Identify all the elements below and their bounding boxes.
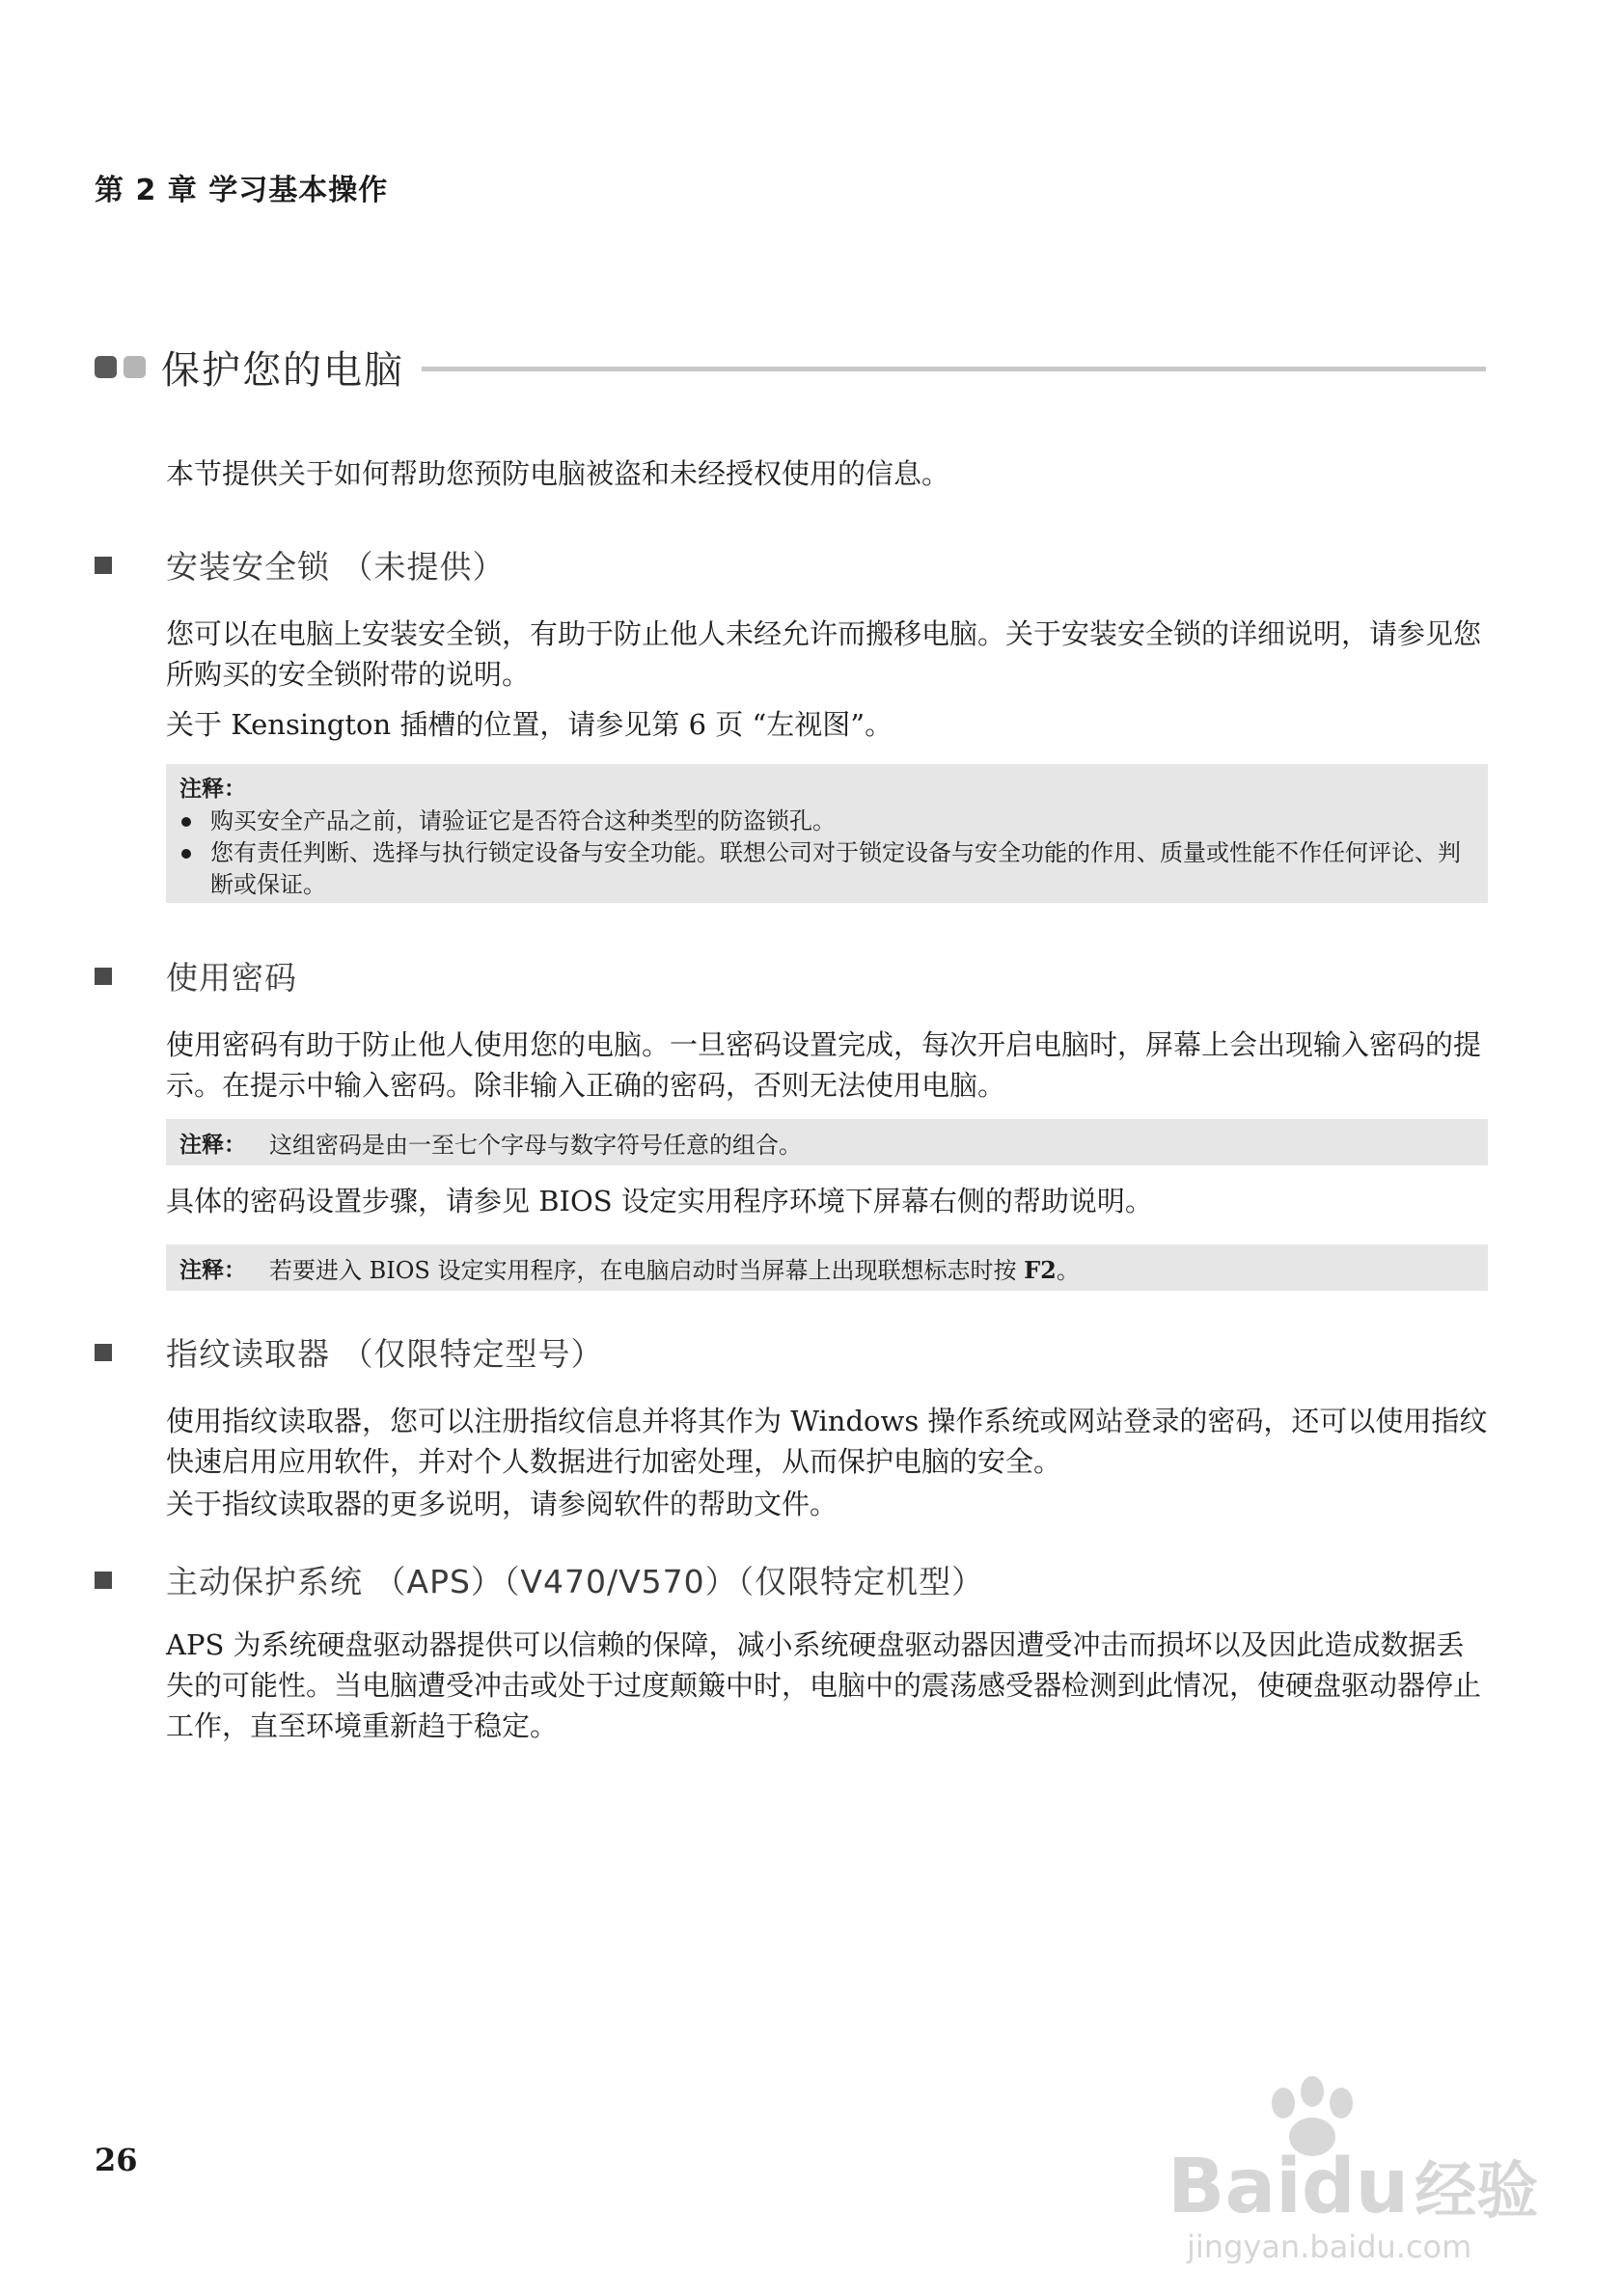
lock-note-box bbox=[166, 764, 1488, 903]
title-square-light-icon bbox=[124, 356, 146, 378]
subhead-password bbox=[95, 953, 297, 998]
subhead-aps-label: 主动保护系统 （APS）（V470/V570）（仅限特定机型） bbox=[166, 1563, 985, 1600]
note-label: 注释： bbox=[179, 1257, 246, 1283]
watermark-brand-bai: Bai bbox=[1168, 2144, 1302, 2230]
password-note-2 bbox=[166, 1244, 1488, 1291]
password-paragraph-1: 使用密码有助于防止他人使用您的电脑。一旦密码设置完成，每次开启电脑时，屏幕上会出现输入密码的提示。在提示中输入密码。除非输入正确的密码，否则无法使用电脑。 bbox=[166, 1028, 1482, 1102]
intro-paragraph: 本节提供关于如何帮助您预防电脑被盗和未经授权使用的信息。 bbox=[166, 457, 950, 490]
subhead-bullet-icon bbox=[95, 1344, 112, 1361]
subhead-aps bbox=[95, 1557, 984, 1602]
chapter-header: 第 2 章 学习基本操作 bbox=[95, 174, 389, 207]
fingerprint-paragraph-2: 关于指纹读取器的更多说明，请参阅软件的帮助文件。 bbox=[166, 1488, 838, 1520]
title-square-dark-icon bbox=[95, 356, 117, 378]
lock-note-item-2: 您有责任判断、选择与执行锁定设备与安全功能。联想公司对于锁定设备与安全功能的作用、质量或性能不作任何评论、判断或保证。 bbox=[210, 839, 1461, 898]
section-title: 保护您的电脑 bbox=[161, 347, 404, 393]
subhead-password-label: 使用密码 bbox=[166, 959, 297, 997]
subhead-bullet-icon bbox=[95, 968, 112, 985]
lock-note-list bbox=[179, 806, 1474, 901]
title-rule bbox=[422, 367, 1486, 371]
password-note-2-text bbox=[269, 1251, 1080, 1285]
subhead-fingerprint bbox=[95, 1329, 604, 1375]
page-number: 26 bbox=[95, 2142, 138, 2178]
subhead-security-lock-label: 安装安全锁 （未提供） bbox=[166, 548, 506, 586]
password-paragraph-2: 具体的密码设置步骤，请参见 BIOS 设定实用程序环境下屏幕右侧的帮助说明。 bbox=[166, 1185, 1153, 1217]
note-label: 注释： bbox=[179, 777, 246, 802]
lock-note-item-1: 购买安全产品之前，请验证它是否符合这种类型的防盗锁孔。 bbox=[210, 807, 836, 834]
watermark-url: jingyan.baidu.com bbox=[1187, 2228, 1472, 2265]
watermark-brand bbox=[1168, 2142, 1538, 2230]
lock-paragraph-2: 关于 Kensington 插槽的位置，请参见第 6 页 “左视图”。 bbox=[166, 708, 893, 741]
lock-paragraph-1: 您可以在电脑上安装安全锁，有助于防止他人未经允许而搬移电脑。关于安装安全锁的详细说明，请参见您所购买的安全锁附带的说明。 bbox=[166, 617, 1482, 691]
key-f2: F2 bbox=[1024, 1255, 1057, 1284]
subhead-bullet-icon bbox=[95, 1572, 112, 1589]
subhead-fingerprint-label: 指纹读取器 （仅限特定型号） bbox=[166, 1335, 604, 1373]
password-note-2-after: 。 bbox=[1056, 1256, 1080, 1284]
bullet-dot-icon bbox=[181, 849, 191, 859]
aps-paragraph-1: APS 为系统硬盘驱动器提供可以信赖的保障，减小系统硬盘驱动器因遭受冲击而损坏以及因此造成数据丢失的可能性。当电脑遭受冲击或处于过度颠簸中时，电脑中的震荡感受器检测到此情况，使硬盘驱动器停止工作，直至环境重新趋于稳定。 bbox=[166, 1628, 1482, 1742]
subhead-security-lock bbox=[95, 542, 506, 588]
list-item bbox=[179, 837, 1474, 901]
baidu-watermark bbox=[1158, 2074, 1544, 2267]
password-note-2-before: 若要进入 BIOS 设定实用程序，在电脑启动时当屏幕上出现联想标志时按 bbox=[269, 1256, 1025, 1284]
note-label: 注释： bbox=[179, 1132, 246, 1158]
watermark-brand-du: du bbox=[1301, 2144, 1410, 2230]
watermark-suffix: 经验 bbox=[1415, 2156, 1539, 2228]
password-note-1-text: 这组密码是由一至七个字母与数字符号任意的组合。 bbox=[269, 1131, 802, 1159]
fingerprint-paragraph-1: 使用指纹读取器，您可以注册指纹信息并将其作为 Windows 操作系统或网站登录的密码，还可以使用指纹快速启用应用软件，并对个人数据进行加密处理，从而保护电脑的安全。 bbox=[166, 1405, 1488, 1478]
bullet-dot-icon bbox=[181, 817, 191, 827]
password-note-1 bbox=[166, 1119, 1488, 1165]
section-title-row bbox=[95, 338, 1486, 396]
subhead-bullet-icon bbox=[95, 557, 112, 574]
list-item bbox=[179, 806, 1474, 837]
